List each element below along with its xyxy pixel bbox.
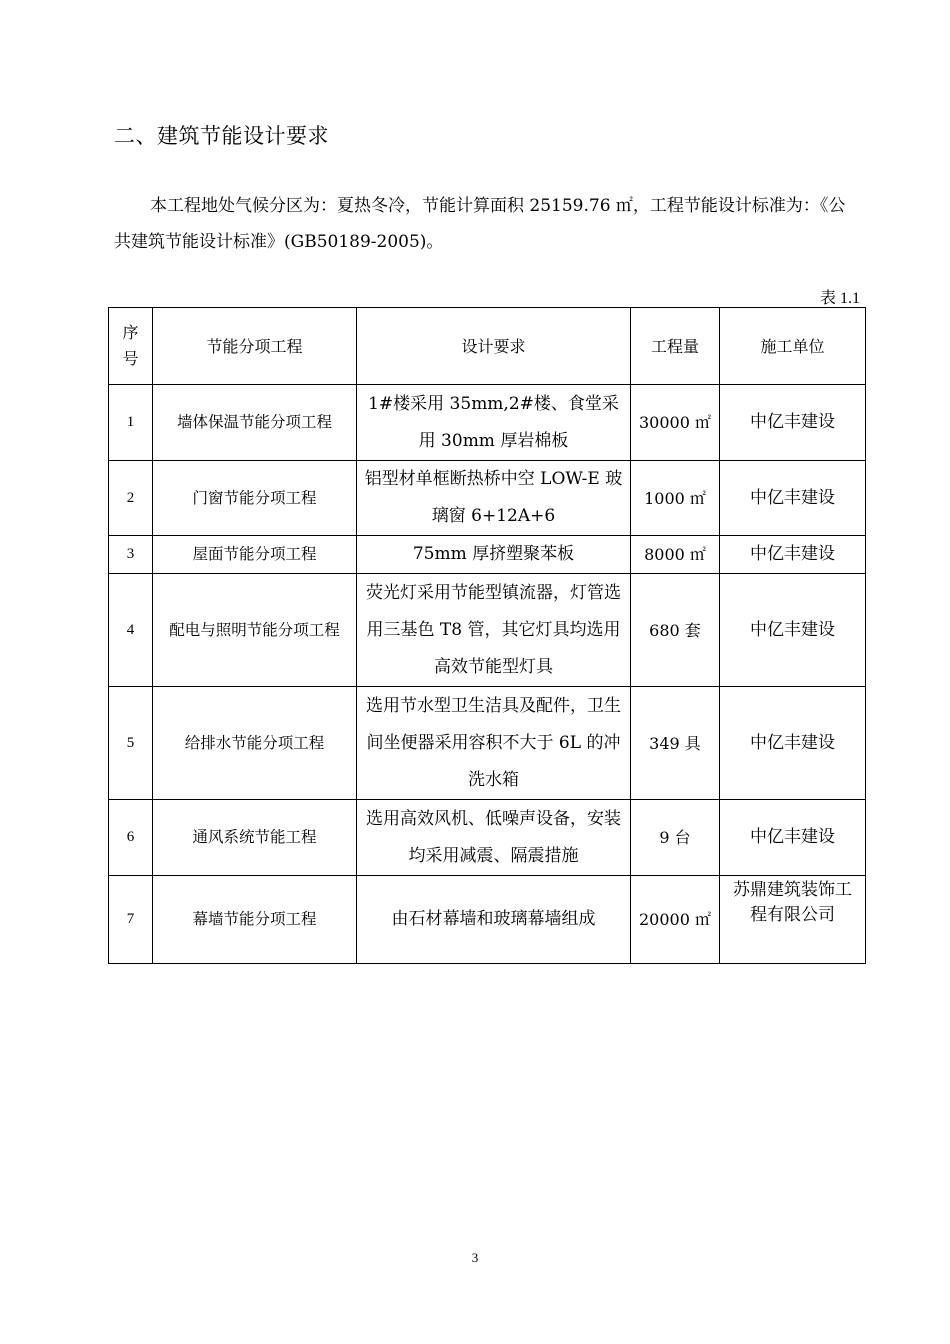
energy-saving-table [108,307,866,964]
header-unit: 施工单位 [720,308,866,385]
intro-paragraph [114,188,859,260]
row-unit: 苏鼎建筑装饰工程有限公司 [720,876,866,964]
row-requirement: 75mm 厚挤塑聚苯板 [357,536,631,574]
row-unit: 中亿丰建设 [720,687,866,800]
row-no: 7 [109,876,153,964]
row-project: 配电与照明节能分项工程 [153,574,357,687]
section-heading: 二、建筑节能设计要求 [114,124,329,148]
row-no: 3 [109,536,153,574]
row-quantity: 680 套 [631,574,720,687]
row-requirement: 选用高效风机、低噪声设备，安装均采用减震、隔震措施 [357,800,631,876]
table-row [109,800,866,876]
row-quantity: 9 台 [631,800,720,876]
row-requirement: 由石材幕墙和玻璃幕墙组成 [357,876,631,964]
intro-paragraph-text: 本工程地处气候分区为：夏热冬冷，节能计算面积 25159.76 ㎡，工程节能设计标准为：《公共建筑节能设计标准》(GB50189-2005)。 [114,196,846,252]
row-unit: 中亿丰建设 [720,536,866,574]
header-project: 节能分项工程 [153,308,357,385]
row-no: 5 [109,687,153,800]
row-requirement: 荧光灯采用节能型镇流器，灯管选用三基色 T8 管，其它灯具均选用高效节能型灯具 [357,574,631,687]
row-no: 6 [109,800,153,876]
row-project: 墙体保温节能分项工程 [153,385,357,461]
row-unit: 中亿丰建设 [720,574,866,687]
row-quantity: 30000 ㎡ [631,385,720,461]
table-row [109,574,866,687]
row-project: 幕墙节能分项工程 [153,876,357,964]
header-quantity: 工程量 [631,308,720,385]
row-quantity: 20000 ㎡ [631,876,720,964]
row-project: 门窗节能分项工程 [153,461,357,536]
table-row [109,536,866,574]
table-row [109,461,866,536]
row-requirement: 1#楼采用 35mm,2#楼、食堂采用 30mm 厚岩棉板 [357,385,631,461]
row-no: 2 [109,461,153,536]
row-requirement: 铝型材单框断热桥中空 LOW-E 玻璃窗 6+12A+6 [357,461,631,536]
table-caption: 表 1.1 [819,290,860,307]
row-unit: 中亿丰建设 [720,800,866,876]
row-requirement: 选用节水型卫生洁具及配件，卫生间坐便器采用容积不大于 6L 的冲洗水箱 [357,687,631,800]
row-quantity: 349 具 [631,687,720,800]
row-unit: 中亿丰建设 [720,461,866,536]
table-header-row [109,308,866,385]
row-no: 1 [109,385,153,461]
table-row [109,385,866,461]
table-row [109,687,866,800]
row-unit: 中亿丰建设 [720,385,866,461]
row-no: 4 [109,574,153,687]
header-no: 序号 [109,308,153,385]
row-quantity: 1000 ㎡ [631,461,720,536]
row-project: 通风系统节能工程 [153,800,357,876]
header-requirement: 设计要求 [357,308,631,385]
page-number: 3 [471,1250,479,1265]
row-project: 屋面节能分项工程 [153,536,357,574]
table-row [109,876,866,964]
row-project: 给排水节能分项工程 [153,687,357,800]
row-quantity: 8000 ㎡ [631,536,720,574]
